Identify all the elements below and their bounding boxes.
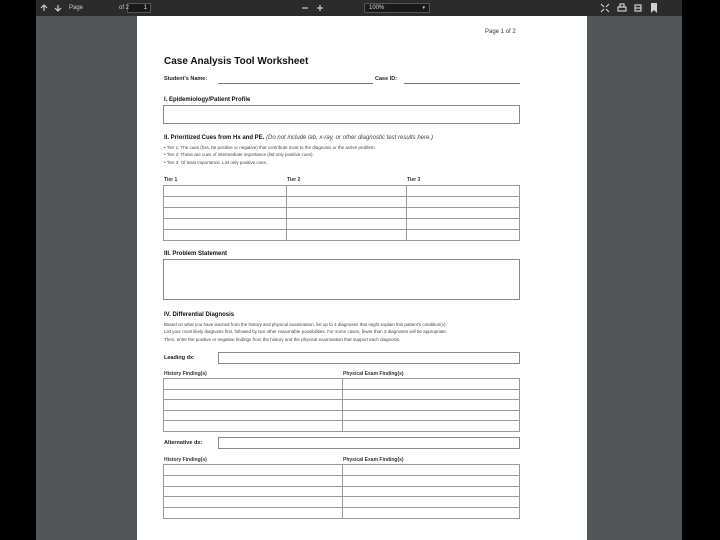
chevron-down-icon: ▾ bbox=[422, 5, 425, 11]
instruction-line: Then, enter the positive or negative findings from the history and the physical examination that support each diagnosis. bbox=[164, 336, 401, 342]
section-cues-note: (Do not include lab, x-ray, or other diagnostic test results here.) bbox=[266, 135, 433, 141]
history-header: History Finding(s) bbox=[164, 371, 207, 377]
differential-instructions bbox=[164, 321, 524, 343]
table-row bbox=[164, 186, 520, 197]
table-row bbox=[164, 475, 520, 486]
table-row bbox=[164, 421, 520, 432]
section-epidemiology-title: I. Epidemiology/Patient Profile bbox=[164, 97, 251, 103]
exam-header: Physical Exam Finding(s) bbox=[343, 457, 404, 463]
section-cues-title bbox=[164, 135, 433, 141]
student-name-label: Student's Name: bbox=[164, 76, 208, 82]
table-row bbox=[164, 465, 520, 476]
section-differential-title: IV. Differential Diagnosis bbox=[164, 312, 235, 318]
leading-dx-field[interactable] bbox=[218, 352, 520, 364]
tier1-header: Tier 1 bbox=[164, 177, 178, 183]
print-icon[interactable] bbox=[617, 3, 627, 13]
section-cues-label: II. Prioritized Cues from Hx and PE. bbox=[164, 135, 265, 141]
alternative-dx-field[interactable] bbox=[218, 437, 520, 449]
table-row bbox=[164, 230, 520, 241]
problem-statement-field[interactable] bbox=[163, 259, 520, 300]
history-header: History Finding(s) bbox=[164, 457, 207, 463]
zoom-in-icon[interactable] bbox=[316, 3, 324, 13]
page-label: Page bbox=[69, 5, 84, 11]
instruction-line: List your most likely diagnosis first, followed by two other reasonable possibilities. For some cases, fewer than 3 diagnoses will be appropriate. bbox=[164, 329, 448, 335]
download-icon[interactable] bbox=[633, 3, 643, 13]
tier-notes bbox=[164, 144, 376, 166]
tier2-header: Tier 2 bbox=[287, 177, 301, 183]
table-row bbox=[164, 197, 520, 208]
fit-page-icon[interactable] bbox=[600, 3, 610, 13]
tier3-header: Tier 3 bbox=[407, 177, 421, 183]
viewer-toolbar bbox=[36, 0, 682, 16]
zoom-select[interactable] bbox=[364, 3, 430, 13]
tier-note: • Tier 2: These are cues of intermediate importance (list only positive cues). bbox=[164, 152, 314, 158]
section-problem-title: III. Problem Statement bbox=[164, 251, 228, 257]
tier-note: • Tier 1: The cues (hxs, be positive or negative) that contribute most to the diagnosis or the active problem. bbox=[164, 145, 376, 150]
tier-table[interactable] bbox=[163, 185, 520, 241]
table-row bbox=[164, 410, 520, 421]
table-row bbox=[164, 497, 520, 508]
bookmark-icon[interactable] bbox=[650, 3, 658, 13]
table-row bbox=[164, 508, 520, 519]
page-total: of 2 bbox=[119, 5, 130, 11]
table-row bbox=[164, 219, 520, 230]
zoom-out-icon[interactable] bbox=[301, 3, 309, 13]
document-viewport[interactable] bbox=[36, 16, 682, 540]
table-row bbox=[164, 400, 520, 411]
instruction-line: Based on what you have learned from the history and physical examination, list up to 4 diagnoses that might explain this patient's condition(s). bbox=[164, 322, 447, 327]
table-row bbox=[164, 208, 520, 219]
previous-page-icon[interactable] bbox=[40, 3, 48, 13]
case-id-field[interactable] bbox=[404, 83, 520, 84]
document-title: Case Analysis Tool Worksheet bbox=[164, 56, 309, 67]
next-page-icon[interactable] bbox=[54, 3, 62, 13]
page-number-text: Page 1 of 2 bbox=[485, 29, 516, 35]
epidemiology-field[interactable] bbox=[163, 105, 520, 124]
leading-dx-label: Leading dx: bbox=[164, 355, 195, 361]
student-name-field[interactable] bbox=[218, 83, 373, 84]
pdf-page bbox=[137, 16, 587, 540]
table-row bbox=[164, 379, 520, 390]
alternative-dx-label: Alternative dx: bbox=[164, 440, 203, 446]
table-row bbox=[164, 389, 520, 400]
case-id-label: Case ID: bbox=[375, 76, 398, 82]
tier-note: • Tier 3: Of least importance. List only positive cues. bbox=[164, 159, 268, 165]
alternative-findings-table[interactable] bbox=[163, 464, 520, 519]
exam-header: Physical Exam Finding(s) bbox=[343, 371, 404, 377]
zoom-value: 100% bbox=[369, 5, 385, 11]
table-row bbox=[164, 486, 520, 497]
leading-findings-table[interactable] bbox=[163, 378, 520, 432]
page-number-input[interactable]: 1 bbox=[127, 3, 151, 13]
